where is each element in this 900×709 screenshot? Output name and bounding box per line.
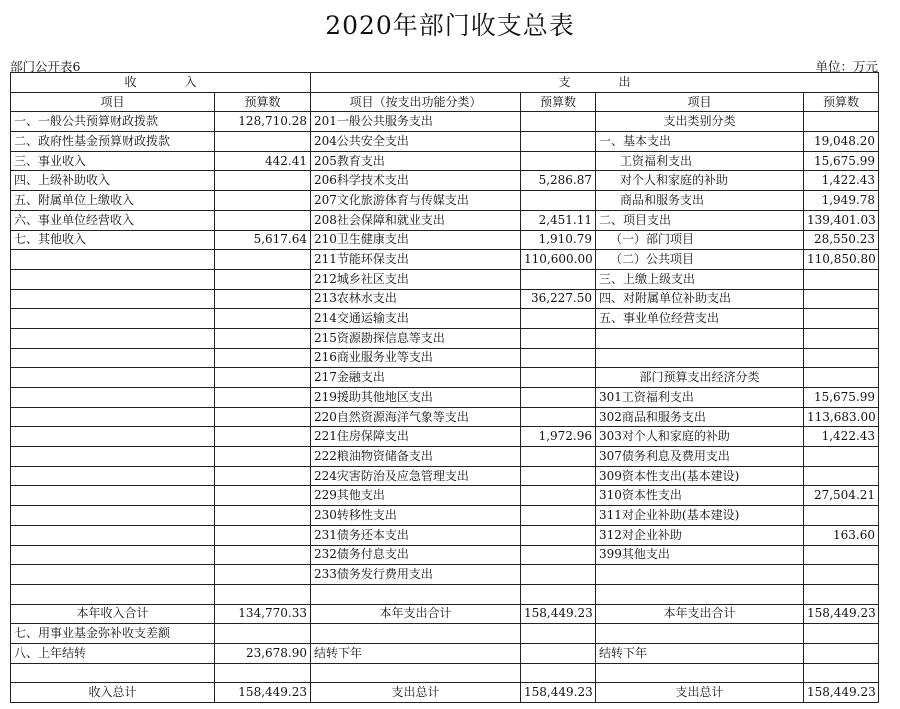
- cell-income-item: [11, 486, 215, 506]
- cell-function-item: 本年支出合计: [311, 604, 521, 624]
- cell-income-item: 五、附属单位上缴收入: [11, 191, 215, 211]
- cell-expense-amount: [804, 348, 879, 368]
- cell-income-item: [11, 269, 215, 289]
- cell-expense-amount: 1,422.43: [804, 171, 879, 191]
- cell-expense-item: [596, 624, 804, 644]
- cell-function-amount: 2,451.11: [521, 210, 596, 230]
- cell-function-amount: [521, 663, 596, 683]
- cell-expense-amount: [804, 368, 879, 388]
- cell-expense-item: 312对企业补助: [596, 525, 804, 545]
- cell-expense-item: 二、项目支出: [596, 210, 804, 230]
- table-row: [11, 506, 879, 526]
- cell-function-amount: [521, 486, 596, 506]
- cell-income-amount: [215, 388, 311, 408]
- cell-function-amount: 110,600.00: [521, 250, 596, 270]
- cell-income-item: [11, 565, 215, 585]
- cell-income-amount: [215, 624, 311, 644]
- cell-expense-amount: [804, 663, 879, 683]
- cell-function-amount: [521, 112, 596, 132]
- cell-income-item: [11, 584, 215, 604]
- cell-income-item: 收入总计: [11, 683, 215, 703]
- cell-expense-amount: 163.60: [804, 525, 879, 545]
- table-row: [11, 565, 879, 585]
- cell-function-amount: [521, 624, 596, 644]
- page-title: 2020年部门收支总表: [325, 11, 575, 40]
- cell-expense-item: 工资福利支出: [596, 151, 804, 171]
- cell-income-item: [11, 348, 215, 368]
- table-row: [11, 466, 879, 486]
- cell-expense-amount: 1,949.78: [804, 191, 879, 211]
- cell-expense-item: 309资本性支出(基本建设): [596, 466, 804, 486]
- cell-income-item: [11, 663, 215, 683]
- cell-expense-amount: 158,449.23: [804, 683, 879, 703]
- cell-expense-item: 五、事业单位经营支出: [596, 309, 804, 329]
- cell-function-amount: [521, 407, 596, 427]
- cell-expense-amount: [804, 269, 879, 289]
- cell-expense-amount: [804, 643, 879, 663]
- table-row: [11, 525, 879, 545]
- cell-income-amount: [215, 565, 311, 585]
- cell-function-item: 219援助其他地区支出: [311, 388, 521, 408]
- cell-function-item: 206科学技术支出: [311, 171, 521, 191]
- cell-expense-amount: [804, 565, 879, 585]
- table-row: [11, 289, 879, 309]
- cell-function-item: 216商业服务业等支出: [311, 348, 521, 368]
- cell-income-amount: [215, 368, 311, 388]
- col-header-income-item: 项目: [11, 92, 215, 112]
- cell-income-amount: [215, 289, 311, 309]
- table-row: [11, 348, 879, 368]
- cell-function-item: 支出总计: [311, 683, 521, 703]
- cell-income-item: [11, 447, 215, 467]
- cell-function-item: 217金融支出: [311, 368, 521, 388]
- cell-expense-item: [596, 348, 804, 368]
- cell-function-item: 231债务还本支出: [311, 525, 521, 545]
- cell-function-amount: 158,449.23: [521, 683, 596, 703]
- cell-function-amount: 158,449.23: [521, 604, 596, 624]
- cell-income-item: 八、上年结转: [11, 643, 215, 663]
- cell-income-amount: [215, 191, 311, 211]
- cell-expense-amount: 1,422.43: [804, 427, 879, 447]
- cell-function-amount: [521, 447, 596, 467]
- cell-income-amount: [215, 348, 311, 368]
- cell-function-item: 230转移性支出: [311, 506, 521, 526]
- cell-expense-item: 支出类别分类: [596, 112, 804, 132]
- cell-income-amount: [215, 171, 311, 191]
- cell-function-item: 232债务付息支出: [311, 545, 521, 565]
- cell-function-item: 229其他支出: [311, 486, 521, 506]
- cell-income-amount: [215, 466, 311, 486]
- cell-function-amount: [521, 643, 596, 663]
- table-row: [11, 230, 879, 250]
- cell-function-amount: [521, 565, 596, 585]
- cell-expense-item: 302商品和服务支出: [596, 407, 804, 427]
- cell-income-amount: [215, 663, 311, 683]
- table-row: [11, 388, 879, 408]
- cell-expense-amount: [804, 506, 879, 526]
- cell-income-amount: [215, 506, 311, 526]
- cell-income-item: 一、一般公共预算财政拨款: [11, 112, 215, 132]
- cell-income-amount: 23,678.90: [215, 643, 311, 663]
- unit-label: 单位：万元: [815, 59, 878, 74]
- cell-income-amount: [215, 486, 311, 506]
- cell-income-amount: [215, 525, 311, 545]
- expense-group-header: 支 出: [311, 73, 879, 93]
- cell-function-amount: [521, 348, 596, 368]
- cell-income-item: [11, 328, 215, 348]
- cell-function-item: 215资源勘探信息等支出: [311, 328, 521, 348]
- table-row: [11, 486, 879, 506]
- cell-function-amount: [521, 584, 596, 604]
- cell-function-amount: [521, 309, 596, 329]
- cell-income-amount: 158,449.23: [215, 683, 311, 703]
- cell-expense-item: 部门预算支出经济分类: [596, 368, 804, 388]
- cell-function-amount: [521, 191, 596, 211]
- cell-expense-item: 399其他支出: [596, 545, 804, 565]
- cell-expense-item: [596, 663, 804, 683]
- cell-income-item: [11, 506, 215, 526]
- cell-function-amount: [521, 269, 596, 289]
- table-row: [11, 191, 879, 211]
- cell-expense-amount: [804, 584, 879, 604]
- cell-income-amount: 128,710.28: [215, 112, 311, 132]
- table-row: [11, 210, 879, 230]
- cell-expense-item: 对个人和家庭的补助: [596, 171, 804, 191]
- cell-function-amount: [521, 368, 596, 388]
- cell-income-amount: [215, 132, 311, 152]
- cell-function-amount: [521, 525, 596, 545]
- cell-function-item: 233债务发行费用支出: [311, 565, 521, 585]
- group-header-row: [11, 73, 879, 93]
- cell-expense-amount: 139,401.03: [804, 210, 879, 230]
- cell-function-amount: [521, 388, 596, 408]
- cell-expense-item: [596, 584, 804, 604]
- cell-function-amount: 5,286.87: [521, 171, 596, 191]
- cell-expense-item: 结转下年: [596, 643, 804, 663]
- cell-function-item: 208社会保障和就业支出: [311, 210, 521, 230]
- table-row: [11, 368, 879, 388]
- table-row: [11, 328, 879, 348]
- cell-expense-amount: 158,449.23: [804, 604, 879, 624]
- cell-expense-item: 310资本性支出: [596, 486, 804, 506]
- table-row: [11, 112, 879, 132]
- cell-income-item: [11, 407, 215, 427]
- table-row: [11, 407, 879, 427]
- cell-expense-item: 四、对附属单位补助支出: [596, 289, 804, 309]
- cell-function-item: 205教育支出: [311, 151, 521, 171]
- cell-function-item: 213农林水支出: [311, 289, 521, 309]
- cell-income-amount: [215, 250, 311, 270]
- cell-income-amount: [215, 584, 311, 604]
- cell-function-item: 222粮油物资储备支出: [311, 447, 521, 467]
- cell-expense-amount: [804, 447, 879, 467]
- cell-expense-item: （一）部门项目: [596, 230, 804, 250]
- cell-income-item: [11, 309, 215, 329]
- cell-function-amount: [521, 328, 596, 348]
- cell-expense-amount: 28,550.23: [804, 230, 879, 250]
- col-header-function-amount: 预算数: [521, 92, 596, 112]
- cell-expense-item: 301工资福利支出: [596, 388, 804, 408]
- cell-expense-item: [596, 565, 804, 585]
- cell-income-amount: [215, 427, 311, 447]
- cell-function-item: 结转下年: [311, 643, 521, 663]
- cell-function-amount: [521, 132, 596, 152]
- cell-function-item: 201一般公共服务支出: [311, 112, 521, 132]
- cell-function-amount: [521, 506, 596, 526]
- cell-expense-amount: [804, 624, 879, 644]
- cell-expense-item: 本年支出合计: [596, 604, 804, 624]
- cell-income-item: 七、用事业基金弥补收支差额: [11, 624, 215, 644]
- cell-expense-amount: 15,675.99: [804, 151, 879, 171]
- cell-income-amount: [215, 545, 311, 565]
- cell-function-item: 210卫生健康支出: [311, 230, 521, 250]
- column-header-row: [11, 92, 879, 112]
- cell-expense-amount: 27,504.21: [804, 486, 879, 506]
- cell-function-amount: [521, 466, 596, 486]
- table-row: [11, 624, 879, 644]
- table-row: [11, 604, 879, 624]
- cell-function-item: 224灾害防治及应急管理支出: [311, 466, 521, 486]
- cell-expense-amount: [804, 112, 879, 132]
- cell-income-amount: [215, 447, 311, 467]
- table-row: [11, 171, 879, 191]
- cell-income-amount: [215, 210, 311, 230]
- cell-function-item: 221住房保障支出: [311, 427, 521, 447]
- cell-expense-amount: [804, 466, 879, 486]
- cell-expense-amount: [804, 309, 879, 329]
- cell-expense-item: 三、上缴上级支出: [596, 269, 804, 289]
- cell-function-item: [311, 624, 521, 644]
- cell-income-item: [11, 525, 215, 545]
- cell-function-item: [311, 663, 521, 683]
- cell-expense-amount: 110,850.80: [804, 250, 879, 270]
- col-header-function-item: 项目（按支出功能分类）: [311, 92, 521, 112]
- cell-income-item: [11, 368, 215, 388]
- cell-function-item: 204公共安全支出: [311, 132, 521, 152]
- table-row: [11, 427, 879, 447]
- col-header-expense-item: 项目: [596, 92, 804, 112]
- table-row: [11, 269, 879, 289]
- cell-income-amount: [215, 269, 311, 289]
- income-group-header: 收 入: [11, 73, 311, 93]
- table-row: [11, 151, 879, 171]
- cell-income-item: [11, 427, 215, 447]
- table-row: [11, 309, 879, 329]
- table-row: [11, 584, 879, 604]
- cell-income-item: [11, 250, 215, 270]
- cell-income-item: [11, 289, 215, 309]
- cell-expense-amount: 113,683.00: [804, 407, 879, 427]
- table-number: 部门公开表6: [10, 59, 81, 74]
- cell-expense-amount: 15,675.99: [804, 388, 879, 408]
- table-row: [11, 250, 879, 270]
- cell-function-item: 212城乡社区支出: [311, 269, 521, 289]
- table-row: [11, 683, 879, 703]
- table-row: [11, 132, 879, 152]
- cell-function-amount: [521, 151, 596, 171]
- table-row: [11, 545, 879, 565]
- cell-income-item: 六、事业单位经营收入: [11, 210, 215, 230]
- cell-expense-amount: 19,048.20: [804, 132, 879, 152]
- cell-income-item: 四、上级补助收入: [11, 171, 215, 191]
- col-header-expense-amount: 预算数: [804, 92, 879, 112]
- cell-income-item: 三、事业收入: [11, 151, 215, 171]
- cell-function-item: [311, 584, 521, 604]
- cell-income-amount: 5,617.64: [215, 230, 311, 250]
- cell-function-item: 214交通运输支出: [311, 309, 521, 329]
- cell-income-item: [11, 466, 215, 486]
- cell-function-amount: 1,910.79: [521, 230, 596, 250]
- cell-expense-item: 311对企业补助(基本建设): [596, 506, 804, 526]
- cell-function-item: 207文化旅游体育与传媒支出: [311, 191, 521, 211]
- cell-income-amount: [215, 328, 311, 348]
- cell-function-item: 211节能环保支出: [311, 250, 521, 270]
- cell-expense-amount: [804, 328, 879, 348]
- cell-income-amount: 442.41: [215, 151, 311, 171]
- cell-expense-item: 商品和服务支出: [596, 191, 804, 211]
- table-row: [11, 643, 879, 663]
- cell-expense-item: 303对个人和家庭的补助: [596, 427, 804, 447]
- cell-income-item: 七、其他收入: [11, 230, 215, 250]
- cell-income-amount: 134,770.33: [215, 604, 311, 624]
- cell-expense-amount: [804, 289, 879, 309]
- cell-income-item: 本年收入合计: [11, 604, 215, 624]
- cell-expense-item: 307债务利息及费用支出: [596, 447, 804, 467]
- cell-income-amount: [215, 407, 311, 427]
- table-row: [11, 663, 879, 683]
- cell-function-amount: [521, 545, 596, 565]
- cell-expense-item: [596, 328, 804, 348]
- budget-table: [10, 72, 879, 703]
- table-row: [11, 447, 879, 467]
- cell-income-item: [11, 388, 215, 408]
- cell-expense-item: 支出总计: [596, 683, 804, 703]
- cell-income-item: [11, 545, 215, 565]
- col-header-income-amount: 预算数: [215, 92, 311, 112]
- cell-function-amount: 36,227.50: [521, 289, 596, 309]
- cell-expense-item: （二）公共项目: [596, 250, 804, 270]
- cell-function-item: 220自然资源海洋气象等支出: [311, 407, 521, 427]
- cell-function-amount: 1,972.96: [521, 427, 596, 447]
- cell-income-item: 二、政府性基金预算财政拨款: [11, 132, 215, 152]
- cell-income-amount: [215, 309, 311, 329]
- cell-expense-amount: [804, 545, 879, 565]
- cell-expense-item: 一、基本支出: [596, 132, 804, 152]
